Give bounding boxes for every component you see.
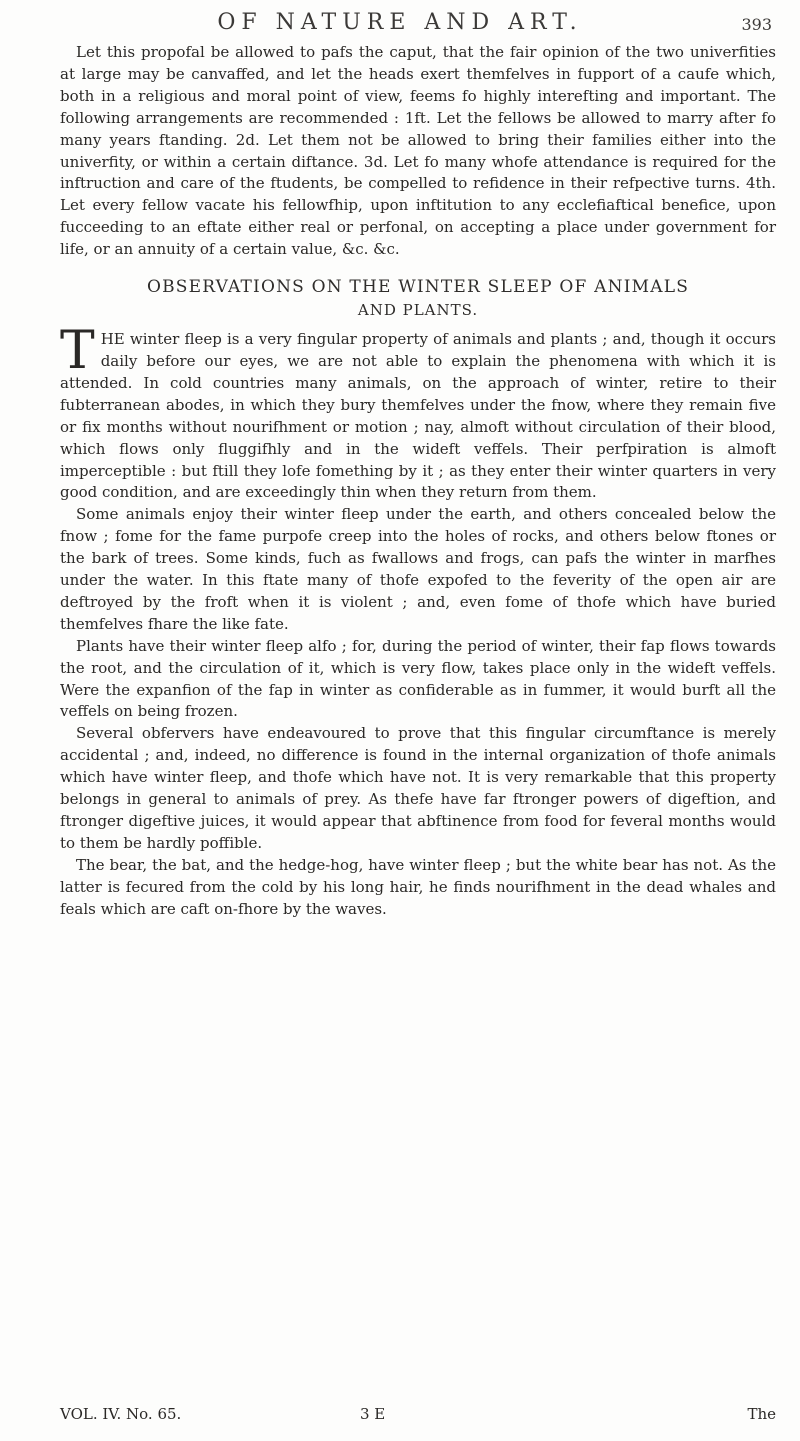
- volume-label: VOL. IV. No. 65.: [60, 1405, 182, 1423]
- signature-mark: 3 E: [360, 1405, 386, 1423]
- first-paragraph-text: HE winter fleep is a very fingular property of animals and plants ; and, though it occurs daily before our eyes, we are not able to explain the phenomena with which it is attended. In cold countries many animals, on the approach of winter, retire to their fubterranean abodes, in which they bury themfelves under the fnow, where they remain five or fix months without nourifhment or motion ; nay, almoft without circulation of their blood, which flows only fluggifhly and in the wideft veffels. Their perfpiration is almoft imperceptible : but ftill they lofe fomething by it ; as they enter their winter quarters in very good condition, and are exceedingly thin when they return from them.: [60, 330, 776, 502]
- body-paragraph: Plants have their winter fleep alfo ; for, during the period of winter, their fap flows towards the root, and the circulation of it, which is very flow, takes place only in the wideft veffels. Were the expanfion of the fap in winter as confiderable as in fummer, it would burft all the veffels on being frozen.: [60, 636, 776, 721]
- page-header: [0, 6, 800, 40]
- page-number: 393: [741, 15, 772, 34]
- drop-cap: T: [60, 321, 95, 382]
- section-first-paragraph: [60, 321, 776, 504]
- section-title: OBSERVATIONS ON THE WINTER SLEEP OF ANIMALS: [146, 277, 690, 298]
- running-title: OF NATURE AND ART.: [217, 10, 583, 35]
- catchword: The: [747, 1405, 776, 1423]
- page-body: [60, 42, 776, 921]
- body-paragraph: The bear, the bat, and the hedge-hog, have winter fleep ; but the white bear has not. As the latter is fecured from the cold by his long hair, he finds nourifhment in the dead whales and feals which are caft on-fhore by the waves.: [60, 855, 776, 918]
- body-paragraph: Several obfervers have endeavoured to prove that this fingular circumftance is merely accidental ; and, indeed, no difference is found in the internal organization of thofe animals which have winter fleep, and thofe which have not. It is very remarkable that this property belongs in general to animals of prey. As thefe have far ftronger powers of digeftion, and ftronger digeftive juices, it would appear that abftinence from food for feveral months would to them be hardly poffible.: [60, 724, 776, 852]
- intro-paragraph: Let this propofal be allowed to pafs the caput, that the fair opinion of the two univerfities at large may be canvaffed, and let the heads exert themfelves in fupport of a caufe which, both in a religious and moral point of view, feems fo highly interefting and important. The following arrangements are recommended : 1ft. Let the fellows be allowed to marry after fo many years ftanding. 2d. Let them not be allowed to bring their families either into the univerfity, or within a certain diftance. 3d. Let fo many whofe attendance is required for the inftruction and care of the ftudents, be compelled to refidence in their refpective turns. 4th. Let every fellow vacate his fellowfhip, upon inftitution to any ecclefiaftical benefice, upon fucceeding to an eftate either real or perfonal, on accepting a place under government for life, or an annuity of a certain value, &c. &c.: [60, 43, 776, 259]
- section-subtitle: AND PLANTS.: [357, 301, 479, 320]
- page-footer: [60, 1405, 776, 1429]
- body-paragraph: Some animals enjoy their winter fleep under the earth, and others concealed below the fnow ; fome for the fame purpofe creep into the holes of rocks, and others below ftones or the bark of trees. Some kinds, fuch as fwallows and frogs, can pafs the winter in marfhes under the water. In this ftate many of thofe expofed to the feverity of the open air are deftroyed by the froft when it is violent ; and, even fome of thofe which have buried themfelves fhare the like fate.: [60, 505, 776, 633]
